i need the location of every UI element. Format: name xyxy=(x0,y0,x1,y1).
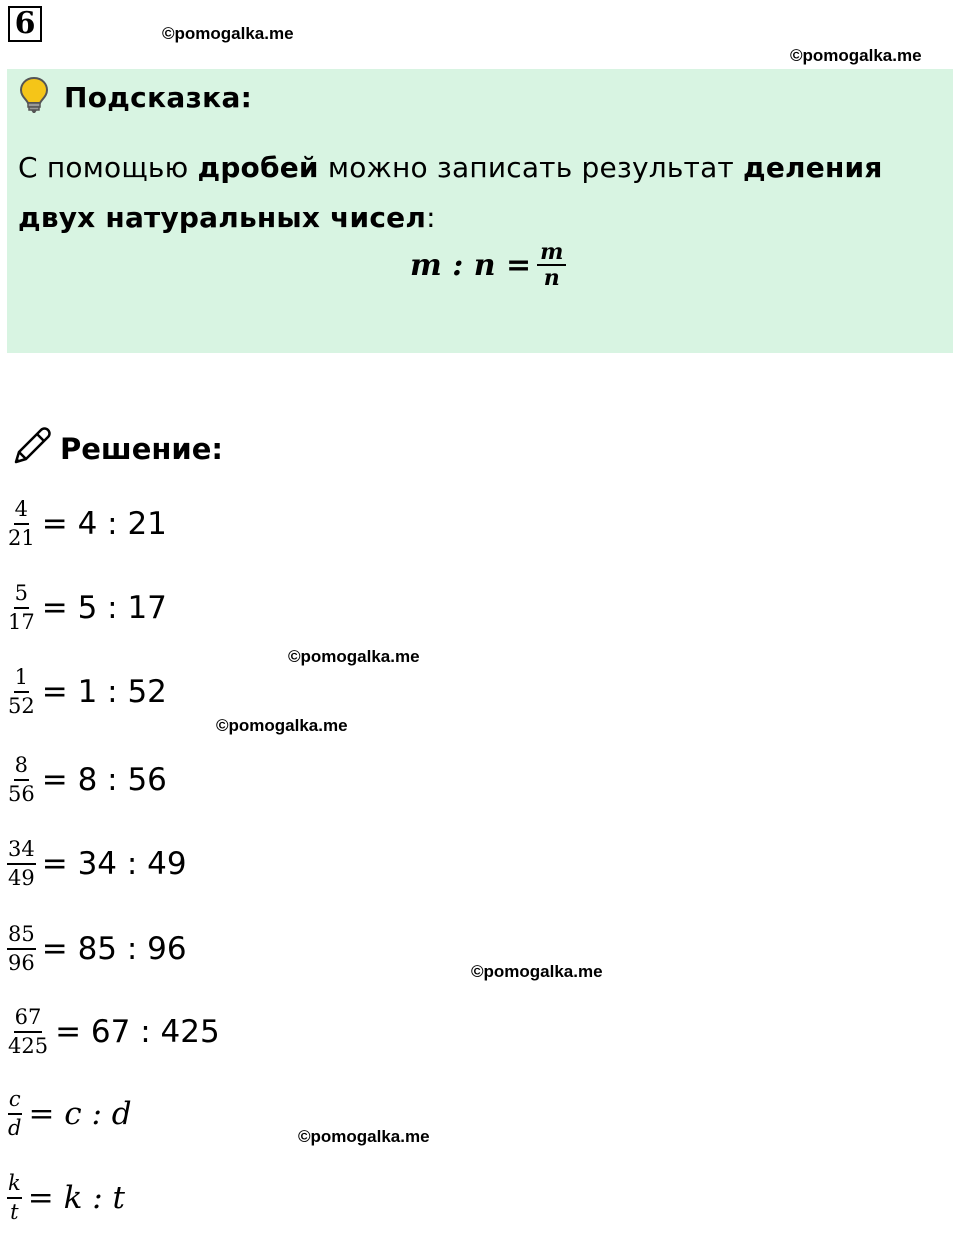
solution-row xyxy=(7,1004,220,1060)
hint-heading xyxy=(18,76,252,119)
hint-text-part: С помощью xyxy=(18,151,198,184)
formula-lhs: m : n = xyxy=(410,247,532,283)
quotient: = 34 : 49 xyxy=(41,846,187,882)
hint-bold-fractions: дробей xyxy=(197,151,319,184)
solution-heading xyxy=(10,424,223,473)
quotient: = 5 : 17 xyxy=(41,590,167,626)
quotient: = 67 : 425 xyxy=(55,1014,220,1050)
numerator: 34 xyxy=(7,836,36,865)
watermark: ©pomogalka.me xyxy=(162,24,294,43)
fraction xyxy=(7,1086,22,1142)
numerator: c xyxy=(8,1086,22,1115)
denominator: 425 xyxy=(8,1034,49,1058)
watermark: ©pomogalka.me xyxy=(298,1127,430,1146)
solution-row xyxy=(7,580,167,636)
hint-text xyxy=(18,143,938,243)
numerator: 5 xyxy=(14,580,29,609)
fraction xyxy=(7,1170,22,1226)
hint-formula xyxy=(410,240,566,290)
hint-text-part: можно записать результат xyxy=(318,151,744,184)
fraction xyxy=(7,836,36,892)
numerator: 1 xyxy=(14,664,29,693)
task-number: 6 xyxy=(8,6,42,42)
formula-denominator: n xyxy=(543,265,560,291)
solution-row xyxy=(7,752,167,808)
denominator: 56 xyxy=(8,782,35,806)
solution-row xyxy=(7,496,167,552)
quotient: = 85 : 96 xyxy=(41,931,187,967)
denominator: d xyxy=(8,1116,22,1140)
watermark: ©pomogalka.me xyxy=(216,716,348,735)
fraction xyxy=(7,664,36,720)
denominator: 49 xyxy=(8,866,35,890)
quotient: = 8 : 56 xyxy=(41,762,167,798)
numerator: k xyxy=(7,1170,22,1199)
solution-row xyxy=(7,664,167,720)
denominator: 96 xyxy=(8,951,35,975)
watermark: ©pomogalka.me xyxy=(288,647,420,666)
lightbulb-icon xyxy=(18,76,50,119)
fraction xyxy=(7,1004,49,1060)
solution-row xyxy=(7,1086,132,1142)
quotient: = c : d xyxy=(28,1096,132,1132)
numerator: 4 xyxy=(14,496,29,525)
numerator: 8 xyxy=(14,752,29,781)
formula-numerator: m xyxy=(537,240,566,266)
watermark: ©pomogalka.me xyxy=(790,46,922,65)
fraction xyxy=(7,496,36,552)
quotient: = 1 : 52 xyxy=(41,674,167,710)
solution-row xyxy=(7,1170,125,1226)
quotient: = 4 : 21 xyxy=(41,506,167,542)
denominator: 52 xyxy=(8,694,35,718)
numerator: 85 xyxy=(7,921,36,950)
hint-text-part: : xyxy=(426,201,436,234)
denominator: 17 xyxy=(8,610,35,634)
fraction xyxy=(7,921,36,977)
hint-bold-division: деления двух натуральных чисел xyxy=(18,151,883,234)
quotient: = k : t xyxy=(27,1180,125,1216)
denominator: 21 xyxy=(8,526,35,550)
numerator: 67 xyxy=(14,1004,43,1033)
pencil-icon xyxy=(10,424,54,473)
solution-row xyxy=(7,836,187,892)
solution-row xyxy=(7,921,187,977)
fraction xyxy=(7,580,36,636)
denominator: t xyxy=(10,1200,19,1224)
watermark: ©pomogalka.me xyxy=(471,962,603,981)
fraction xyxy=(7,752,36,808)
formula-fraction xyxy=(537,240,566,290)
solution-title: Решение: xyxy=(60,431,224,466)
hint-title: Подсказка: xyxy=(64,81,253,114)
